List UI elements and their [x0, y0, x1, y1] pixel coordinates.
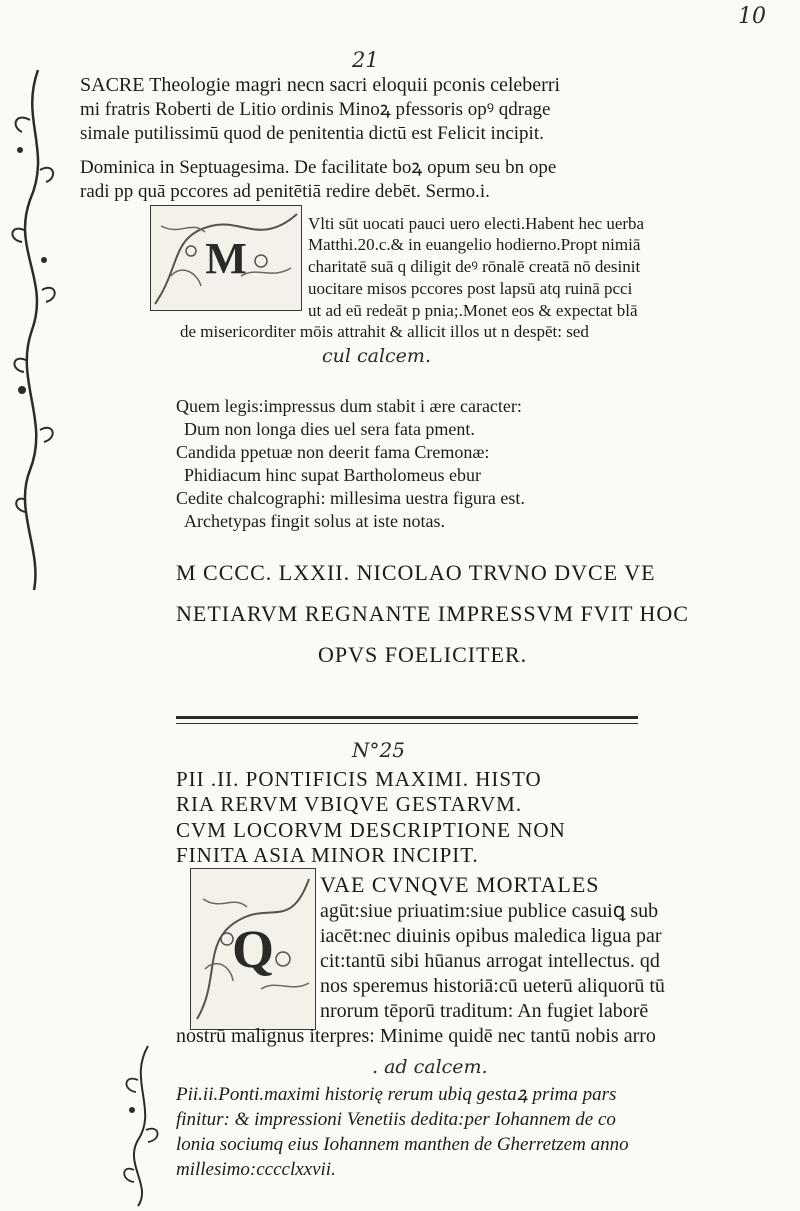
body-line-5: ut ad eū redeāt p pnia;.Monet eos & expectat blā — [308, 301, 638, 320]
poem-line-6: Archetypas fingit solus at iste notas. — [184, 511, 445, 531]
title2-line-1: PII .II. PONTIFICIS MAXIMI. HISTO — [176, 767, 542, 791]
title-line-1: SACRE Theologie magri necn sacri eloquii pconis celeberri — [80, 74, 561, 96]
separator-rule-thick — [176, 716, 638, 719]
left-floral-border — [0, 60, 64, 600]
title2-line-4: FINITA ASIA MINOR INCIPIT. — [176, 843, 479, 867]
colophon2-line-2: finitur: & impressioni Venetiis dedita:per Iohannem de co — [176, 1109, 616, 1130]
poem-line-5: Cedite chalcographi: millesima uestra figura est. — [176, 488, 525, 508]
handwritten-note-2: . ad calcem. — [372, 1056, 488, 1078]
item-number-top: 21 — [352, 48, 379, 72]
page-number: 10 — [738, 4, 766, 29]
decorated-initial-q: Q — [190, 868, 316, 1030]
body2-line-6: nrorum tēporū traditum: An fugiet laborē — [320, 1000, 649, 1022]
colophon-line-2: NETIARVM REGNANTE IMPRESSVM FVIT HOC — [176, 601, 689, 626]
colophon2-line-1: Pii.ii.Ponti.maximi historię rerum ubiq gestaꝝ prima pars — [176, 1084, 617, 1105]
title-line-2: mi fratris Roberti de Litio ordinis Minoꝝ pfessoris opꝰ qdrage — [80, 99, 551, 120]
body-line-6: de misericorditer mōis attrahit & allicit illos ut n despēt: sed — [180, 322, 589, 341]
poem-line-2: Dum non longa dies uel sera fata pment. — [184, 419, 475, 439]
rubric-line-1: Dominica in Septuagesima. De facilitate boꝝ opum seu bn ope — [80, 157, 557, 178]
body2-line-2: agūt:siue priuatim:siue publice casuiꝗ sub — [320, 900, 659, 922]
handwritten-note-1: cul calcem. — [322, 345, 431, 367]
item-number-bottom: N°25 — [352, 738, 405, 762]
body-line-4: uocitare misos pccores post lapsū atq ruinā pcci — [308, 279, 633, 298]
body-line-3: charitatē suā q diligit deꝰ rōnalē creatā nō desinit — [308, 257, 641, 276]
body2-line-4: cit:tantū sibi hūanus arrogat intellectus. qd — [320, 950, 660, 972]
poem-line-3: Candida ppetuæ non deerit fama Cremonæ: — [176, 442, 490, 462]
colophon2-line-3: lonia sociumq eius Iohannem manthen de Gherretzem anno — [176, 1134, 629, 1155]
left-floral-ornament — [108, 1040, 168, 1210]
body2-line-1: VAE CVNQVE MORTALES — [320, 872, 600, 897]
rubric-line-2: radi pp quā pccores ad penitētiā redire debēt. Sermo.i. — [80, 181, 490, 202]
separator-rule-thin — [176, 723, 638, 724]
poem-line-4: Phidiacum hinc supat Bartholomeus ebur — [184, 465, 481, 485]
poem-line-1: Quem legis:impressus dum stabit i ære caracter: — [176, 396, 522, 416]
body-line-1: Vlti sūt uocati pauci uero electi.Habent hec uerba — [308, 214, 645, 233]
body2-line-5: nos speremus historiā:cū ueterū aliquorū tū — [320, 975, 665, 997]
title2-line-3: CVM LOCORVM DESCRIPTIONE NON — [176, 818, 566, 842]
title2-line-2: RIA RERVM VBIQVE GESTARVM. — [176, 792, 523, 816]
colophon-line-3: OPVS FOELICITER. — [318, 642, 528, 667]
body2-line-7: nostrū malignus iterpres: Minime quidē nec tantū nobis arro — [176, 1025, 656, 1047]
decorated-initial-m: M — [150, 205, 302, 311]
body2-line-3: iacēt:nec diuinis opibus maledica ligua par — [320, 925, 662, 947]
body-line-2: Matthi.20.c.& in euangelio hodierno.Propt nimiā — [308, 235, 641, 254]
colophon2-line-4: millesimo:cccclxxvii. — [176, 1159, 336, 1180]
colophon-line-1: M CCCC. LXXII. NICOLAO TRVNO DVCE VE — [176, 560, 656, 585]
title-line-3: simale putilissimū quod de penitentia dictū est Felicit incipit. — [80, 123, 544, 144]
